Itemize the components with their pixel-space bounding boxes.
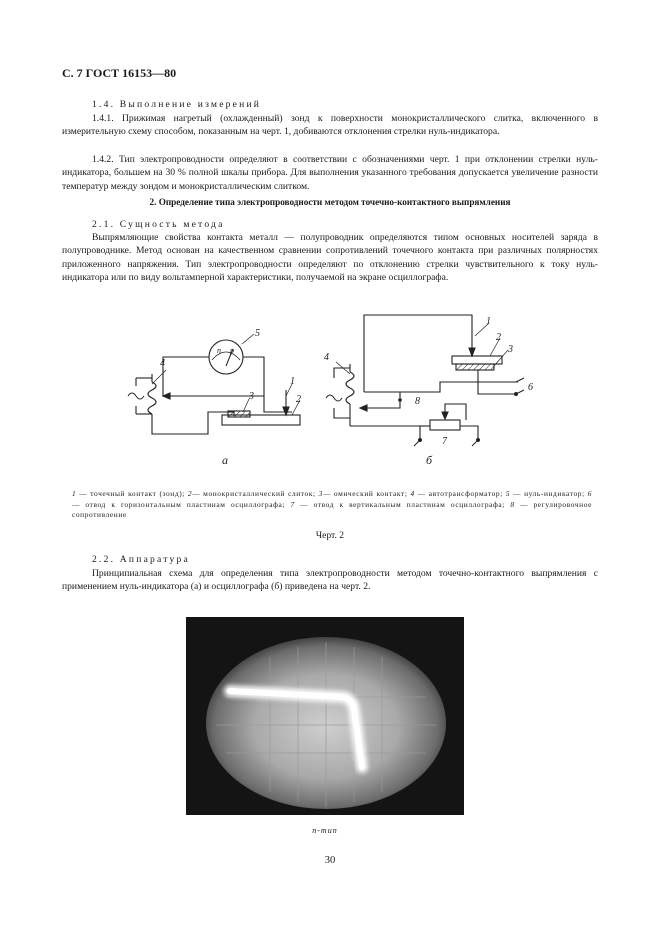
ohmic-contact-a [228, 411, 250, 417]
subsection-heading-1-4: 1.4. Выполнение измерений [92, 99, 262, 110]
legend-text-5: — нуль-индикатор; [510, 489, 588, 498]
legend-num-4: 4 [410, 489, 415, 498]
page-number: 30 [324, 855, 336, 866]
figure-number: Черт. 2 [315, 530, 345, 541]
label-5-a: 5 [255, 328, 260, 339]
label-2-a: 2 [296, 394, 301, 405]
autotransformer-coil [148, 382, 156, 414]
figure-legend [72, 489, 592, 521]
legend-num-7: 7 [290, 499, 295, 509]
diagram-a-label: а [222, 453, 228, 467]
legend-text-1: — точечный контакт (зонд); [76, 489, 188, 498]
adjustable-resistor [430, 420, 460, 430]
label-2-b: 2 [496, 332, 501, 343]
label-1-a: 1 [290, 376, 295, 387]
circuit-diagrams [0, 300, 661, 480]
oscillogram-photo [186, 617, 464, 815]
subsection-heading-2-1: 2.1. Сущность метода [92, 219, 225, 230]
legend-text-8: — регулировочное сопротивление [72, 499, 592, 519]
autotransformer-coil-b [346, 372, 354, 404]
page-header: С. 7 ГОСТ 16153—80 [62, 66, 177, 80]
crystal-slab-b [452, 356, 502, 364]
label-7-b: 7 [442, 436, 447, 447]
null-indicator-symbol [209, 340, 243, 374]
label-4-a: 4 [160, 358, 165, 369]
diagram-b [324, 315, 533, 467]
diagram-b-label: б [426, 453, 433, 467]
paragraph-2-2: Принципиальная схема для определения типа электропроводности методом точечно-контактного выпрямления с применением нуль-индикатора (а) и осциллографа (б) приведена на черт. 2. [62, 568, 598, 593]
paragraph-1-4-1: 1.4.1. Прижимая нагретый (охлажденный) зонд к поверхности монокристаллического слитка, включенного в измерительную схему способом, показанным на черт. 1, добиваются отклонения стрелки нуль-индикатора. [62, 113, 598, 138]
legend-num-5: 5 [505, 489, 511, 498]
legend-num-8: 8 [510, 499, 515, 509]
paragraph-2-1: Выпрямляющие свойства контакта металл — полупроводник определяются типом основных носителей заряда в полупроводнике. Метод основан на качественном сравнении сопротивлений точечного контакта при различных полярностях приложенного напряжения. Тип электропроводности определяют по отклонению стрелки чувствительного к току нуль-индикатора или по виду вольтамперной характеристики, получаемой на экране осциллографа. [62, 232, 598, 284]
legend-num-6: 6 [587, 489, 592, 498]
legend-text-7: — отвод к вертикальным пластинам осциллографа; [294, 499, 511, 509]
label-n: n [217, 346, 221, 355]
paragraph-1-4-2: 1.4.2. Тип электропроводности определяют в соответствии с обозначениями черт. 1 при отклонении стрелки нуль-индикатора, большем на 30 % полной шкалы прибора. Для выполнения указанного требования допускается увеличение разности температур между зондом и монокристаллическим слитком. [62, 154, 598, 192]
legend-text-4: — автотрансформатор; [414, 489, 506, 498]
ohmic-contact-b [456, 364, 494, 370]
legend-text-2: — монокристаллический слиток; [192, 489, 319, 498]
subsection-heading-2-2: 2.2. Аппаратура [92, 554, 190, 565]
legend-text-6: — отвод к горизонтальным пластинам осциллографа; [72, 499, 291, 509]
ac-source-icon-b [326, 395, 342, 401]
legend-num-3: 3 [318, 489, 323, 498]
label-4-b: 4 [324, 352, 329, 363]
label-1-b: 1 [486, 316, 491, 327]
section-title-2: 2. Определение типа электропроводности методом точечно-контактного выпрямления [149, 197, 511, 207]
legend-num-2: 2 [187, 489, 193, 498]
label-6-b: 6 [528, 382, 533, 393]
diagram-a [128, 328, 301, 467]
legend-text-3: — омический контакт; [322, 489, 411, 498]
label-8-b: 8 [415, 396, 420, 407]
legend-num-1: 1 [72, 489, 77, 498]
label-3-a: 3 [249, 391, 254, 402]
photo-caption: n-тип [312, 826, 338, 835]
label-p: p [230, 346, 234, 355]
label-3-b: 3 [508, 344, 513, 355]
ac-source-icon [128, 393, 144, 399]
